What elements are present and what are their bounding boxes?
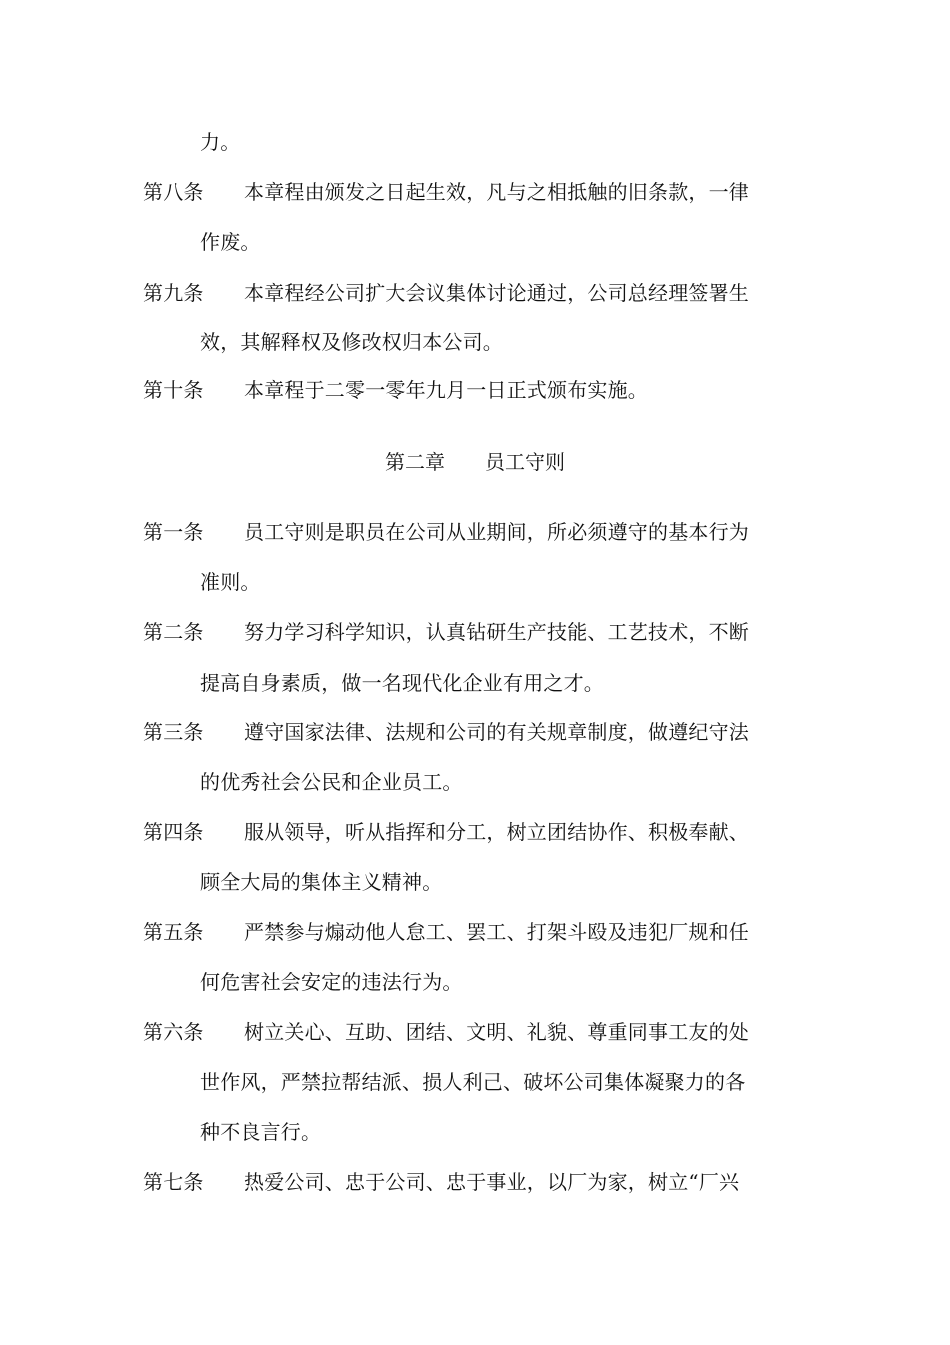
article-text-line: 员工守则是职员在公司从业期间，所必须遵守的基本行为 <box>244 520 749 544</box>
chapter-title: 员工守则 <box>485 450 565 474</box>
article-label: 第四条 <box>143 820 204 844</box>
article-label: 第九条 <box>143 281 204 305</box>
article-text-line: 严禁参与煽动他人怠工、罢工、打架斗殴及违犯厂规和任 <box>244 920 749 944</box>
previous-article-tail: 力。 <box>200 130 241 154</box>
article-text-line: 的优秀社会公民和企业员工。 <box>200 770 463 794</box>
article-text-line: 准则。 <box>200 570 261 594</box>
article-text-line: 树立关心、互助、团结、文明、礼貌、尊重同事工友的处 <box>244 1020 749 1044</box>
article-text-line: 种不良言行。 <box>200 1120 322 1144</box>
article-text-line: 本章程经公司扩大会议集体讨论通过，公司总经理签署生 <box>244 281 749 305</box>
article-text-line: 热爱公司、忠于公司、忠于事业，以厂为家，树立“厂兴 <box>244 1170 740 1194</box>
article-text-line: 顾全大局的集体主义精神。 <box>200 870 443 894</box>
article-label: 第十条 <box>143 378 204 402</box>
article-label: 第三条 <box>143 720 204 744</box>
article-text-line: 世作风，严禁拉帮结派、损人利己、破坏公司集体凝聚力的各 <box>200 1070 746 1094</box>
article-text-line: 本章程于二零一零年九月一日正式颁布实施。 <box>244 378 648 402</box>
article-text-line: 服从领导，听从指挥和分工，树立团结协作、积极奉献、 <box>244 820 749 844</box>
chapter-heading <box>0 447 950 477</box>
article-label: 第七条 <box>143 1170 204 1194</box>
chapter-number: 第二章 <box>385 450 445 474</box>
article-label: 第八条 <box>143 180 204 204</box>
article-label: 第二条 <box>143 620 204 644</box>
article-text-line: 作废。 <box>200 230 261 254</box>
article-label: 第一条 <box>143 520 204 544</box>
article-text-line: 效，其解释权及修改权归本公司。 <box>200 330 503 354</box>
article-label: 第六条 <box>143 1020 204 1044</box>
article-text-line: 努力学习科学知识，认真钻研生产技能、工艺技术，不断 <box>244 620 749 644</box>
article-text-line: 本章程由颁发之日起生效，凡与之相抵触的旧条款，一律 <box>244 180 749 204</box>
article-text-line: 何危害社会安定的违法行为。 <box>200 970 463 994</box>
article-text-line: 遵守国家法律、法规和公司的有关规章制度，做遵纪守法 <box>244 720 749 744</box>
article-label: 第五条 <box>143 920 204 944</box>
article-text-line: 提高自身素质，做一名现代化企业有用之才。 <box>200 671 604 695</box>
